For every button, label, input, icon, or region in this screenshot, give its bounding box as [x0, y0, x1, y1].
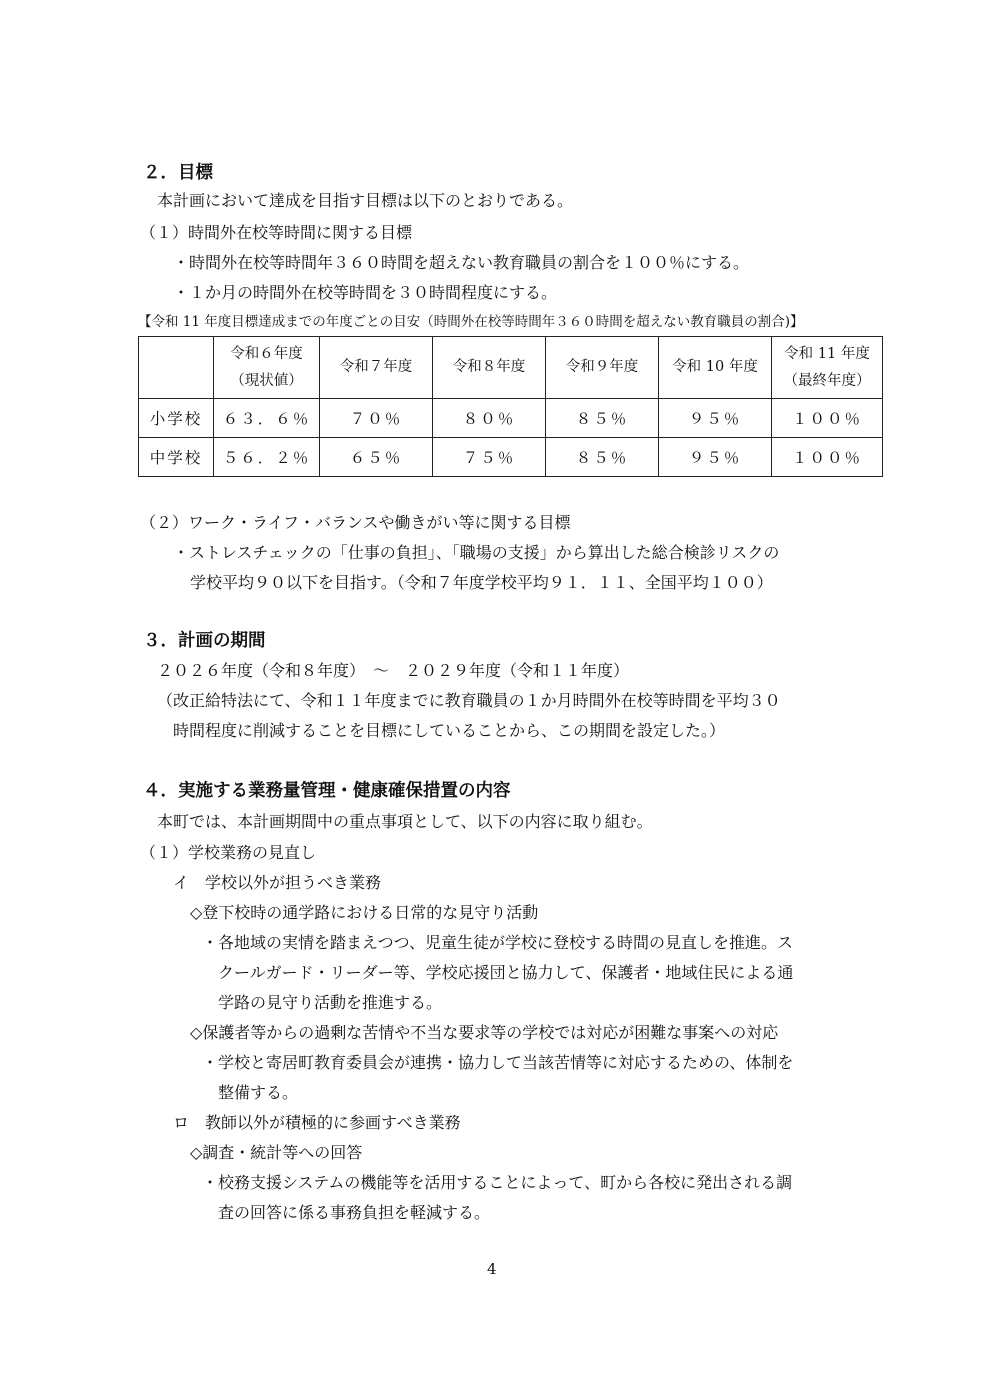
table-caption: 【令和 11 年度目標達成までの年度ごとの目安（時間外在校等時間年３６０時間を超えない教育職員の割合)】: [138, 314, 804, 330]
table-row: [139, 399, 883, 438]
page-number: 4: [487, 1260, 497, 1278]
diamond-item-3-bullet-line-1: ・校務支援システムの機能等を活用することによって、町から各校に発出される調: [202, 1173, 793, 1192]
measure-item-1-title: （１）学校業務の見直し: [140, 843, 317, 862]
table-cell: １００％: [772, 399, 883, 438]
table-cell: １００％: [772, 438, 883, 477]
diamond-item-3: ◇調査・統計等への回答: [190, 1143, 363, 1162]
goal-item-1-bullet-1: ・時間外在校等時間年３６０時間を超えない教育職員の割合を１００％にする。: [173, 253, 750, 272]
table-cell: ５６．２％: [214, 438, 320, 477]
goal-item-2-title: （２）ワーク・ライフ・バランスや働きがい等に関する目標: [140, 513, 571, 532]
table-cell: ９５％: [659, 438, 772, 477]
goal-item-2-bullet-1: ・ストレスチェックの「仕事の負担」、「職場の支援」から算出した総合検診リスクの: [173, 543, 780, 562]
table-header-cell: 令和８年度: [433, 337, 546, 399]
diamond-item-1-bullet-line-3: 学路の見守り活動を推進する。: [218, 993, 443, 1012]
table-row: [139, 438, 883, 477]
period-note-line-1: （改正給特法にて、令和１１年度までに教育職員の１か月時間外在校等時間を平均３０: [157, 691, 781, 710]
section-4-intro: 本町では、本計画期間中の重点事項として、以下の内容に取り組む。: [157, 812, 653, 831]
section-4-heading: ４．実施する業務量管理・健康確保措置の内容: [143, 781, 511, 801]
table-cell: ８５％: [546, 438, 659, 477]
diamond-item-2: ◇保護者等からの過剰な苦情や不当な要求等の学校では対応が困難な事案への対応: [190, 1023, 779, 1042]
subsection-ro: ロ 教師以外が積極的に参画すべき業務: [173, 1113, 461, 1132]
diamond-item-3-bullet-line-2: 査の回答に係る事務負担を軽減する。: [218, 1203, 491, 1222]
table-cell: ８０％: [433, 399, 546, 438]
table-header-cell: 令和 10 年度: [659, 337, 772, 399]
table-header-cell: 令和９年度: [546, 337, 659, 399]
plan-period: ２０２６年度（令和８年度） ～ ２０２９年度（令和１１年度）: [157, 661, 630, 680]
diamond-item-1-bullet-line-2: クールガード・リーダー等、学校応援団と協力して、保護者・地域住民による通: [218, 963, 794, 982]
table-header-row: [139, 337, 883, 399]
table-cell: ７０％: [320, 399, 433, 438]
table-cell: ８５％: [546, 399, 659, 438]
goal-item-1-title: （１）時間外在校等時間に関する目標: [140, 223, 413, 242]
diamond-item-1-bullet-line-1: ・各地域の実情を踏まえつつ、児童生徒が学校に登校する時間の見直しを推進。ス: [202, 933, 794, 952]
row-label: 中学校: [139, 438, 214, 477]
row-label: 小学校: [139, 399, 214, 438]
section-3-heading: ３．計画の期間: [143, 631, 266, 651]
diamond-item-2-bullet-line-2: 整備する。: [218, 1083, 299, 1102]
subsection-i: イ 学校以外が担うべき業務: [173, 873, 382, 892]
table-header-cell: 令和６年度 （現状値）: [214, 337, 320, 399]
goal-table: [138, 336, 883, 477]
goal-item-2-bullet-1-cont: 学校平均９０以下を目指す。（令和７年度学校平均９１．１１、全国平均１００）: [190, 573, 773, 592]
table-cell: ６３．６％: [214, 399, 320, 438]
goal-item-1-bullet-2: ・１か月の時間外在校等時間を３０時間程度にする。: [173, 283, 558, 302]
section-2-intro: 本計画において達成を目指す目標は以下のとおりである。: [157, 191, 574, 210]
diamond-item-1: ◇登下校時の通学路における日常的な見守り活動: [190, 903, 539, 922]
table-cell: ７５％: [433, 438, 546, 477]
diamond-item-2-bullet-line-1: ・学校と寄居町教育委員会が連携・協力して当該苦情等に対応するための、体制を: [202, 1053, 794, 1072]
table-header-cell: 令和 11 年度 （最終年度）: [772, 337, 883, 399]
section-2-heading: ２．目標: [143, 163, 213, 183]
table-header-cell: 令和７年度: [320, 337, 433, 399]
table-header-cell: [139, 337, 214, 399]
table-cell: ９５％: [659, 399, 772, 438]
period-note-line-2: 時間程度に削減することを目標にしていることから、この期間を設定した。）: [173, 721, 726, 740]
table-cell: ６５％: [320, 438, 433, 477]
